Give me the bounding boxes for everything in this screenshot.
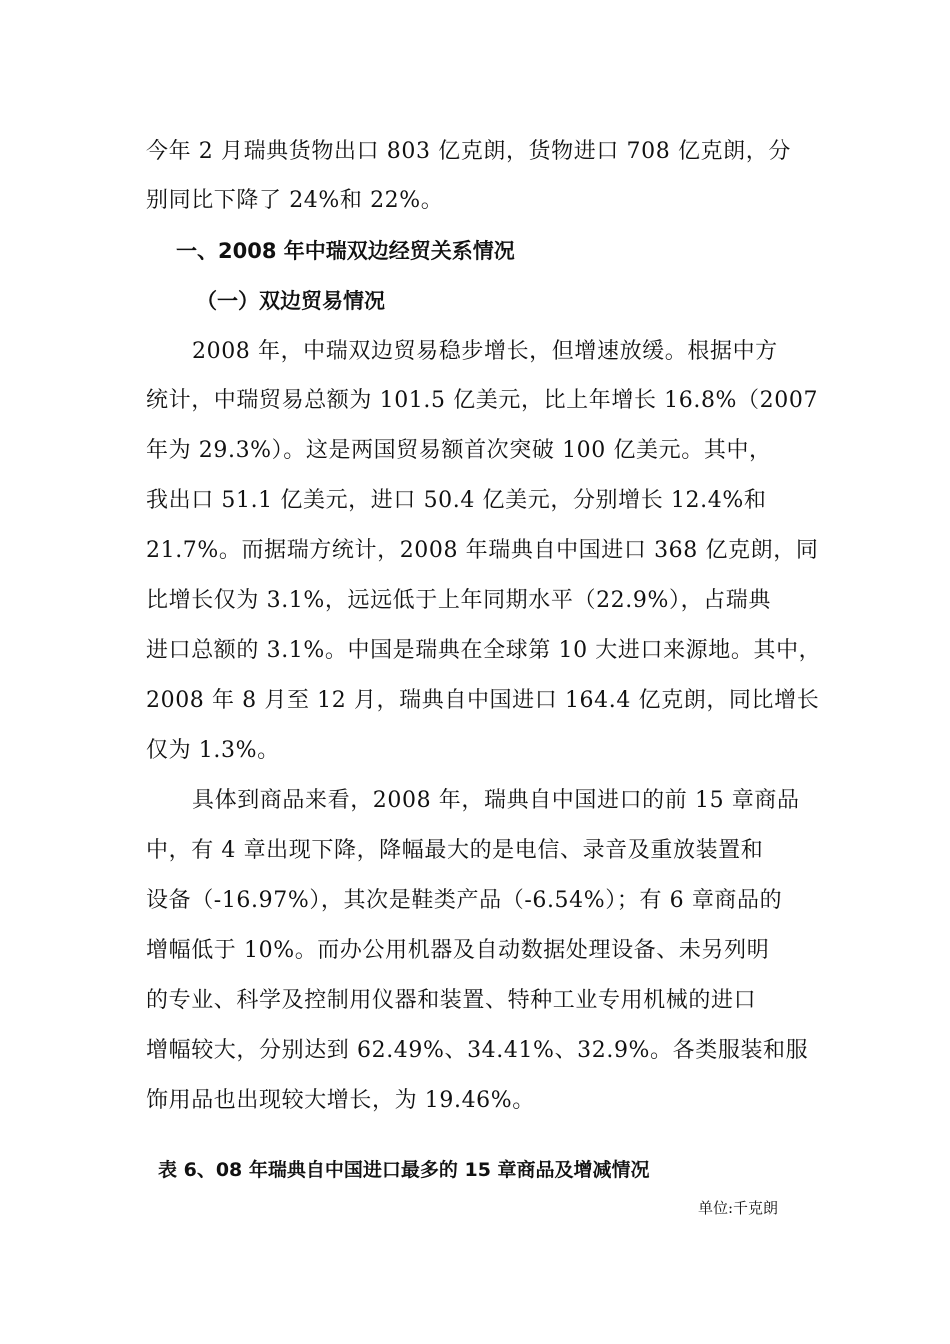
- intro-line-2: 别同比下降了 24%和 22%。: [146, 188, 444, 213]
- paragraph1-line-8: 2008 年 8 月至 12 月，瑞典自中国进口 164.4 亿克朗，同比增长: [146, 688, 820, 713]
- table-caption: 表 6、08 年瑞典自中国进口最多的 15 章商品及增减情况: [158, 1159, 650, 1181]
- paragraph2-line-3: 设备（-16.97%），其次是鞋类产品（-6.54%）；有 6 章商品的: [146, 888, 783, 913]
- paragraph2-line-4: 增幅低于 10%。而办公用机器及自动数据处理设备、未另列明: [146, 938, 770, 963]
- paragraph1-line-9: 仅为 1.3%。: [146, 738, 280, 763]
- paragraph2-line-6: 增幅较大，分别达到 62.49%、34.41%、32.9%。各类服装和服: [146, 1038, 809, 1063]
- subsection-heading: （一）双边贸易情况: [196, 289, 385, 313]
- paragraph1-line-7: 进口总额的 3.1%。中国是瑞典在全球第 10 大进口来源地。其中，: [146, 638, 822, 663]
- paragraph1-line-3: 年为 29.3%）。这是两国贸易额首次突破 100 亿美元。其中，: [146, 438, 772, 463]
- paragraph1-line-4: 我出口 51.1 亿美元，进口 50.4 亿美元，分别增长 12.4%和: [146, 488, 767, 513]
- paragraph2-line-7: 饰用品也出现较大增长，为 19.46%。: [146, 1088, 535, 1113]
- table-unit: 单位:千克朗: [698, 1199, 779, 1217]
- paragraph1-line-6: 比增长仅为 3.1%，远远低于上年同期水平（22.9%），占瑞典: [146, 588, 771, 613]
- intro-line-1: 今年 2 月瑞典货物出口 803 亿克朗，货物进口 708 亿克朗，分: [146, 139, 791, 164]
- paragraph2-line-5: 的专业、科学及控制用仪器和装置、特种工业专用机械的进口: [146, 988, 757, 1013]
- paragraph2-line-2: 中，有 4 章出现下降，降幅最大的是电信、录音及重放装置和: [146, 838, 764, 863]
- paragraph2-line-1: 具体到商品来看，2008 年，瑞典自中国进口的前 15 章商品: [192, 788, 800, 813]
- paragraph1-line-5: 21.7%。而据瑞方统计，2008 年瑞典自中国进口 368 亿克朗，同: [146, 538, 819, 563]
- paragraph1-line-1: 2008 年，中瑞双边贸易稳步增长，但增速放缓。根据中方: [192, 339, 778, 364]
- section-heading: 一、2008 年中瑞双边经贸关系情况: [176, 239, 515, 263]
- paragraph1-line-2: 统计，中瑞贸易总额为 101.5 亿美元，比上年增长 16.8%（2007: [146, 388, 819, 413]
